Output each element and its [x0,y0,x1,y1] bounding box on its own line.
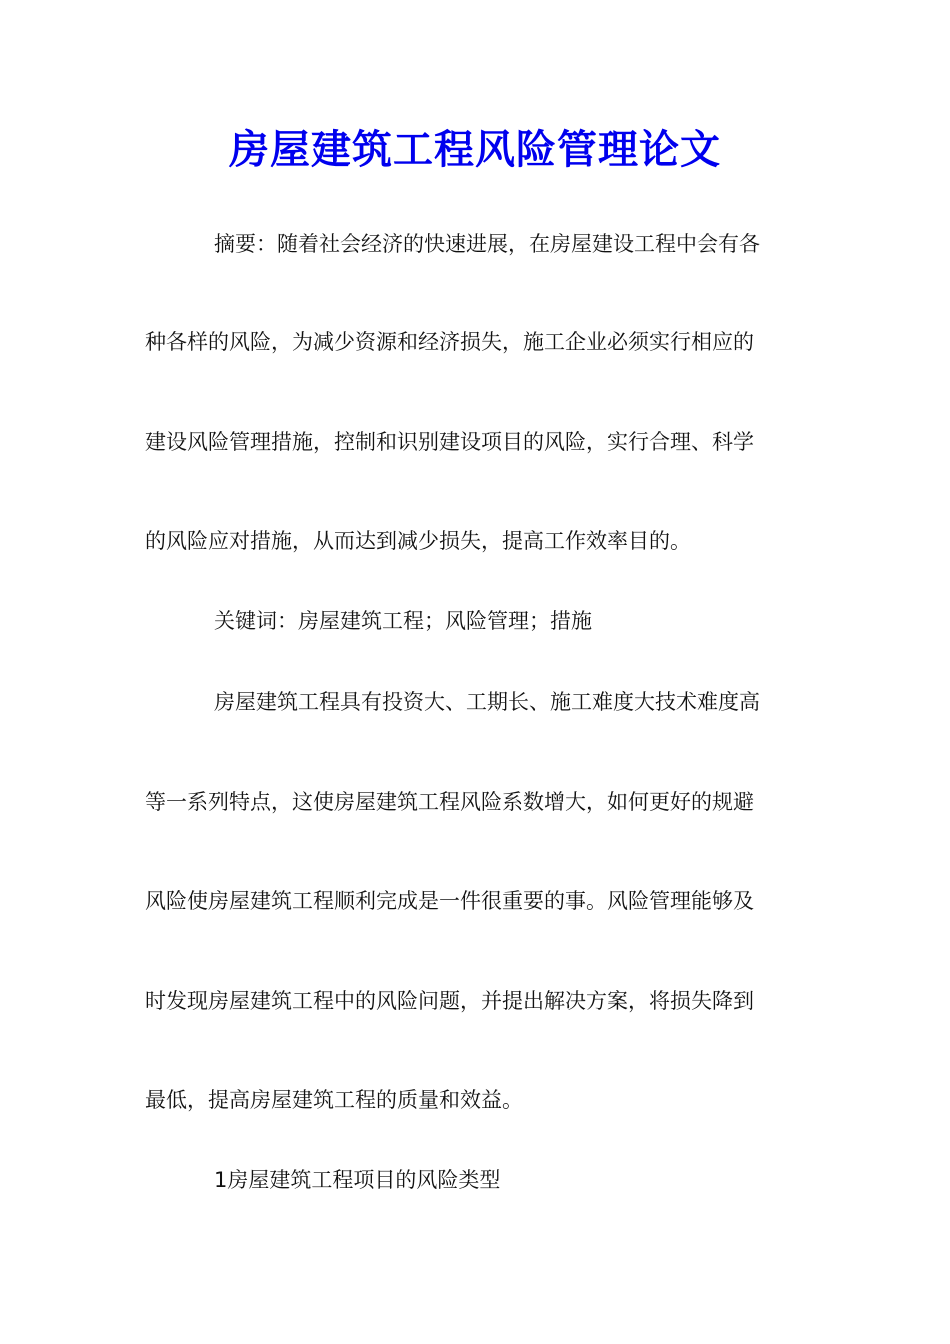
abstract-line-3: 建设风险管理措施，控制和识别建设项目的风险，实行合理、科学 [145,430,754,454]
abstract-line-4: 的风险应对措施，从而达到减少损失，提高工作效率目的。 [145,529,691,553]
section-heading: 1房屋建筑工程项目的风险类型 [214,1168,501,1192]
keywords-line: 关键词：房屋建筑工程；风险管理；措施 [214,609,592,633]
intro-line-5: 最低，提高房屋建筑工程的质量和效益。 [145,1088,523,1112]
intro-line-2: 等一系列特点，这使房屋建筑工程风险系数增大，如何更好的规避 [145,790,754,814]
intro-line-3: 风险使房屋建筑工程顺利完成是一件很重要的事。风险管理能够及 [145,889,754,913]
intro-line-1: 房屋建筑工程具有投资大、工期长、施工难度大技术难度高 [214,690,760,714]
abstract-line-2: 种各样的风险，为减少资源和经济损失，施工企业必须实行相应的 [145,330,754,354]
intro-line-4: 时发现房屋建筑工程中的风险问题，并提出解决方案，将损失降到 [145,989,754,1013]
abstract-line-1: 摘要：随着社会经济的快速进展，在房屋建设工程中会有各 [214,232,760,256]
document-title: 房屋建筑工程风险管理论文 [229,126,721,173]
